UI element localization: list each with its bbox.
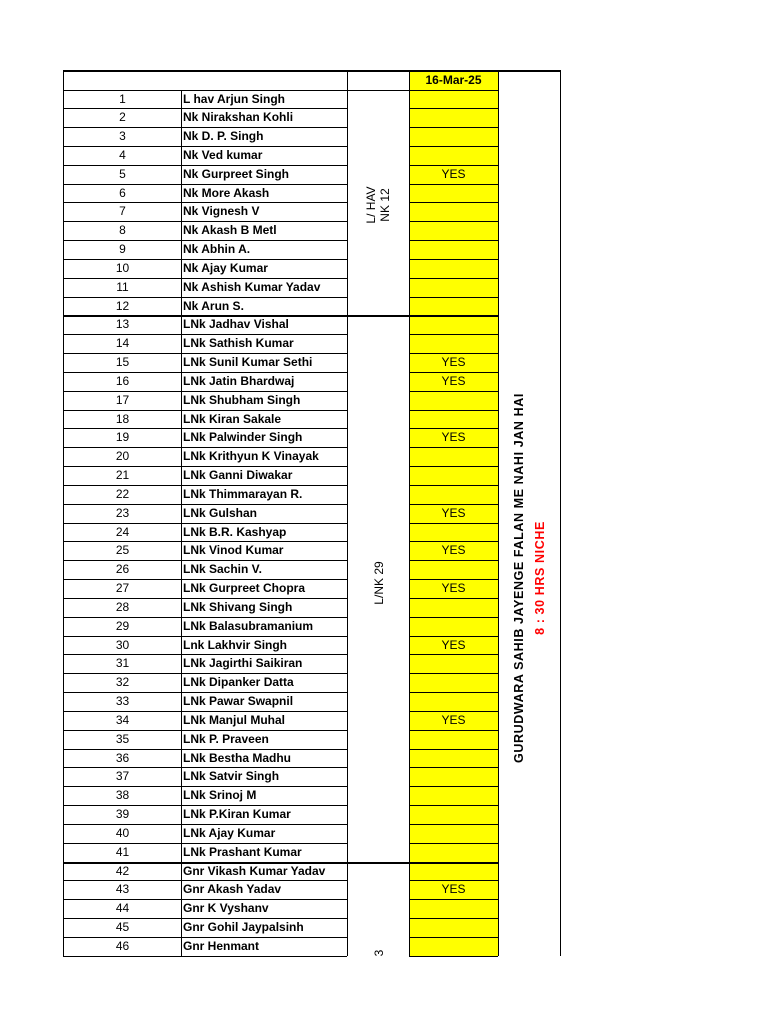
row-response (409, 202, 498, 221)
row-name: Lnk Lakhvir Singh (183, 637, 288, 652)
row-response (409, 692, 498, 711)
grid-hline (409, 447, 498, 448)
grid-hline (409, 428, 498, 429)
row-response (409, 767, 498, 786)
grid-hline (63, 956, 347, 957)
date-header: 16-Mar-25 (425, 73, 482, 87)
grid-hline (409, 673, 498, 674)
notice-line-2: 8 : 30 HRS NICHE (533, 521, 547, 635)
grid-hline (63, 334, 347, 335)
row-response (409, 90, 498, 109)
grid-hline (63, 598, 347, 599)
row-response (409, 862, 498, 881)
row-number: 28 (115, 599, 130, 614)
grid-hline (409, 843, 498, 844)
row-name: LNk Jagirthi Saikiran (183, 656, 303, 671)
row-name: Nk Ved kumar (183, 147, 263, 162)
group-label-lhav-nk12 (364, 175, 394, 235)
grid-hline (409, 259, 498, 260)
grid-hline (409, 466, 498, 467)
grid-vline (409, 70, 410, 956)
grid-hline (409, 127, 498, 128)
row-name: LNk Gurpreet Chopra (183, 581, 306, 596)
grid-hline (63, 560, 347, 561)
row-number: 42 (115, 863, 130, 878)
grid-hline (409, 730, 498, 731)
row-response (409, 617, 498, 636)
row-name: LNk P.Kiran Kumar (183, 807, 291, 822)
group-label-partial: 3 (372, 949, 386, 957)
grid-hline (409, 108, 498, 109)
row-name: LNk Thimmarayan R. (183, 486, 303, 501)
grid-hline (63, 654, 347, 655)
row-response (409, 560, 498, 579)
grid-hline (63, 673, 347, 674)
row-number: 15 (115, 355, 130, 370)
row-number: 35 (115, 731, 130, 746)
row-number: 17 (115, 392, 130, 407)
row-response (409, 184, 498, 203)
row-response (409, 315, 498, 334)
row-name: LNk Balasubramanium (183, 618, 314, 633)
grid-hline (409, 767, 498, 768)
row-number: 4 (119, 147, 126, 162)
row-number: 45 (115, 920, 130, 935)
grid-hline (409, 956, 498, 957)
row-response (409, 824, 498, 843)
grid-hline (63, 127, 347, 128)
row-number: 26 (115, 562, 130, 577)
row-number: 46 (115, 938, 130, 953)
grid-vline (181, 90, 182, 956)
grid-hline (63, 504, 347, 505)
row-response (409, 786, 498, 805)
row-number: 12 (115, 298, 130, 313)
grid-hline (63, 259, 347, 260)
row-name: Nk Ashish Kumar Yadav (183, 279, 321, 294)
row-name: Nk Abhin A. (183, 242, 251, 257)
row-response (409, 673, 498, 692)
row-response (409, 297, 498, 316)
row-number: 32 (115, 675, 130, 690)
row-name: LNk B.R. Kashyap (183, 524, 287, 539)
row-name: L hav Arjun Singh (183, 91, 286, 106)
row-number: 43 (115, 882, 130, 897)
grid-hline (409, 918, 498, 919)
grid-hline (409, 410, 498, 411)
row-name: LNk Dipanker Datta (183, 675, 294, 690)
grid-hline (409, 523, 498, 524)
row-number: 41 (115, 844, 130, 859)
row-number: 10 (115, 260, 130, 275)
row-name: LNk Gulshan (183, 505, 258, 520)
grid-hline (63, 843, 347, 844)
grid-hline (63, 90, 498, 91)
row-number: 36 (115, 750, 130, 765)
row-name: LNk Jatin Bhardwaj (183, 373, 295, 388)
grid-hline (63, 711, 347, 712)
grid-hline (63, 692, 347, 693)
grid-hline (409, 824, 498, 825)
grid-hline (63, 636, 347, 637)
row-number: 31 (115, 656, 130, 671)
grid-vline (347, 70, 348, 956)
group-label-line-1: L/ HAV (364, 186, 378, 224)
grid-hline (63, 937, 347, 938)
row-response (409, 843, 498, 862)
grid-hline (409, 485, 498, 486)
row-number: 20 (115, 449, 130, 464)
row-number: 7 (119, 204, 126, 219)
grid-hline (409, 560, 498, 561)
grid-hline (63, 918, 347, 919)
grid-hline (63, 184, 347, 185)
row-response (409, 391, 498, 410)
grid-hline (409, 391, 498, 392)
row-name: LNk Shivang Singh (183, 599, 293, 614)
grid-hline (63, 485, 347, 486)
grid-vline (560, 70, 561, 956)
grid-hline (409, 786, 498, 787)
grid-hline (409, 711, 498, 712)
row-name: Gnr Akash Yadav (183, 882, 282, 897)
row-number: 37 (115, 769, 130, 784)
row-number: 30 (115, 637, 130, 652)
row-name: LNk Bestha Madhu (183, 750, 292, 765)
row-number: 1 (119, 91, 126, 106)
row-response (409, 730, 498, 749)
row-response: YES (441, 712, 466, 727)
row-number: 21 (115, 468, 130, 483)
row-response (409, 749, 498, 768)
grid-hline (63, 165, 347, 166)
row-name: Nk D. P. Singh (183, 129, 264, 144)
row-response (409, 918, 498, 937)
row-response: YES (441, 505, 466, 520)
row-name: Nk Gurpreet Singh (183, 166, 290, 181)
grid-vline (63, 70, 64, 956)
row-number: 2 (119, 110, 126, 125)
row-name: Gnr Henmant (183, 938, 260, 953)
grid-hline (63, 824, 347, 825)
row-name: Nk Ajay Kumar (183, 260, 268, 275)
grid-hline (63, 391, 347, 392)
row-name: LNk Vinod Kumar (183, 543, 284, 558)
row-number: 6 (119, 185, 126, 200)
row-number: 23 (115, 505, 130, 520)
row-response (409, 937, 498, 956)
row-response (409, 278, 498, 297)
grid-hline (63, 805, 347, 806)
grid-hline (409, 937, 498, 938)
grid-hline (409, 184, 498, 185)
row-response (409, 410, 498, 429)
grid-hline (63, 617, 347, 618)
grid-vline (498, 70, 499, 956)
row-response: YES (441, 166, 466, 181)
grid-hline (63, 541, 347, 542)
grid-hline (63, 410, 347, 411)
row-number: 9 (119, 242, 126, 257)
row-number: 3 (119, 129, 126, 144)
grid-hline (409, 221, 498, 222)
row-response (409, 485, 498, 504)
row-number: 27 (115, 581, 130, 596)
grid-hline (63, 353, 347, 354)
row-number: 18 (115, 411, 130, 426)
row-number: 38 (115, 788, 130, 803)
row-response (409, 240, 498, 259)
row-name: LNk Prashant Kumar (183, 844, 302, 859)
row-response (409, 899, 498, 918)
grid-hline (63, 767, 347, 768)
row-response (409, 221, 498, 240)
row-name: LNk Ganni Diwakar (183, 468, 293, 483)
grid-hline (409, 202, 498, 203)
row-response (409, 654, 498, 673)
grid-hline (409, 899, 498, 900)
grid-hline (63, 372, 347, 373)
row-number: 11 (116, 279, 129, 294)
row-number: 40 (115, 825, 130, 840)
row-response: YES (441, 543, 466, 558)
row-number: 25 (115, 543, 130, 558)
grid-hline (409, 617, 498, 618)
grid-hline (63, 579, 347, 580)
row-number: 14 (115, 336, 130, 351)
row-response: YES (441, 637, 466, 652)
grid-hline (409, 146, 498, 147)
row-response (409, 805, 498, 824)
row-response (409, 259, 498, 278)
row-number: 33 (115, 694, 130, 709)
grid-hline (409, 654, 498, 655)
row-number: 29 (115, 618, 130, 633)
row-response: YES (441, 430, 466, 445)
row-name: LNk Manjul Muhal (183, 712, 285, 727)
grid-hline (409, 880, 498, 881)
row-number: 22 (115, 486, 130, 501)
grid-hline (409, 636, 498, 637)
row-response (409, 127, 498, 146)
group-label-lnk29: L/NK 29 (372, 561, 386, 605)
row-name: LNk Shubham Singh (183, 392, 301, 407)
grid-hline (409, 353, 498, 354)
grid-hline (63, 278, 347, 279)
row-name: LNk Sachin V. (183, 562, 262, 577)
row-name: LNk Ajay Kumar (183, 825, 276, 840)
row-response: YES (441, 355, 466, 370)
row-number: 5 (119, 166, 126, 181)
grid-hline (63, 240, 347, 241)
grid-hline (409, 278, 498, 279)
grid-hline (409, 165, 498, 166)
grid-hline (63, 202, 347, 203)
row-name: Gnr K Vyshanv (183, 901, 269, 916)
row-response (409, 108, 498, 127)
row-name: LNk Srinoj M (183, 788, 257, 803)
row-name: LNk Palwinder Singh (183, 430, 303, 445)
row-number: 16 (115, 373, 130, 388)
row-number: 19 (115, 430, 130, 445)
row-response (409, 334, 498, 353)
group-label-line-2: NK 12 (378, 188, 392, 222)
grid-hline (409, 692, 498, 693)
row-name: Gnr Gohil Jaypalsinh (183, 920, 304, 935)
row-response: YES (441, 373, 466, 388)
grid-hline (63, 749, 347, 750)
grid-hline (63, 428, 347, 429)
row-number: 34 (115, 712, 130, 727)
row-name: Nk Arun S. (183, 298, 244, 313)
grid-hline (63, 447, 347, 448)
grid-hline (63, 108, 347, 109)
row-name: LNk Kiran Sakale (183, 411, 282, 426)
grid-hline (63, 297, 347, 298)
row-name: Gnr Vikash Kumar Yadav (183, 863, 326, 878)
grid-hline (63, 730, 347, 731)
row-name: Nk Nirakshan Kohli (183, 110, 294, 125)
grid-hline (409, 749, 498, 750)
grid-hline (63, 146, 347, 147)
row-response: YES (441, 882, 466, 897)
row-response (409, 146, 498, 165)
row-response (409, 523, 498, 542)
row-response (409, 447, 498, 466)
grid-hline (63, 899, 347, 900)
row-number: 8 (119, 223, 126, 238)
row-name: LNk Pawar Swapnil (183, 694, 294, 709)
row-name: LNk Jadhav Vishal (183, 317, 289, 332)
grid-hline (409, 372, 498, 373)
grid-hline (63, 786, 347, 787)
grid-hline (409, 579, 498, 580)
row-number: 39 (115, 807, 130, 822)
notice-line-1: GURUDWARA SAHIB JAYENGE FALAN ME NAHI JAN HAI (512, 393, 526, 763)
grid-hline (409, 541, 498, 542)
row-response (409, 466, 498, 485)
grid-hline (409, 805, 498, 806)
row-name: Nk Akash B Metl (183, 223, 277, 238)
grid-hline (409, 297, 498, 298)
row-response: YES (441, 581, 466, 596)
grid-hline (409, 504, 498, 505)
grid-hline (63, 523, 347, 524)
grid-hline (409, 334, 498, 335)
grid-hline (63, 221, 347, 222)
row-name: LNk Sathish Kumar (183, 336, 294, 351)
grid-hline (63, 315, 498, 317)
grid-hline (63, 862, 498, 864)
grid-hline (63, 466, 347, 467)
row-name: Nk Vignesh V (183, 204, 260, 219)
grid-hline (409, 240, 498, 241)
row-name: LNk Sunil Kumar Sethi (183, 355, 313, 370)
row-name: LNk Satvir Singh (183, 769, 280, 784)
row-name: LNk Krithyun K Vinayak (183, 449, 319, 464)
grid-hline (409, 598, 498, 599)
row-name: Nk More Akash (183, 185, 270, 200)
row-number: 44 (115, 901, 130, 916)
row-name: LNk P. Praveen (183, 731, 269, 746)
row-number: 24 (115, 524, 130, 539)
row-response (409, 598, 498, 617)
row-number: 13 (115, 317, 130, 332)
grid-hline (63, 880, 347, 881)
